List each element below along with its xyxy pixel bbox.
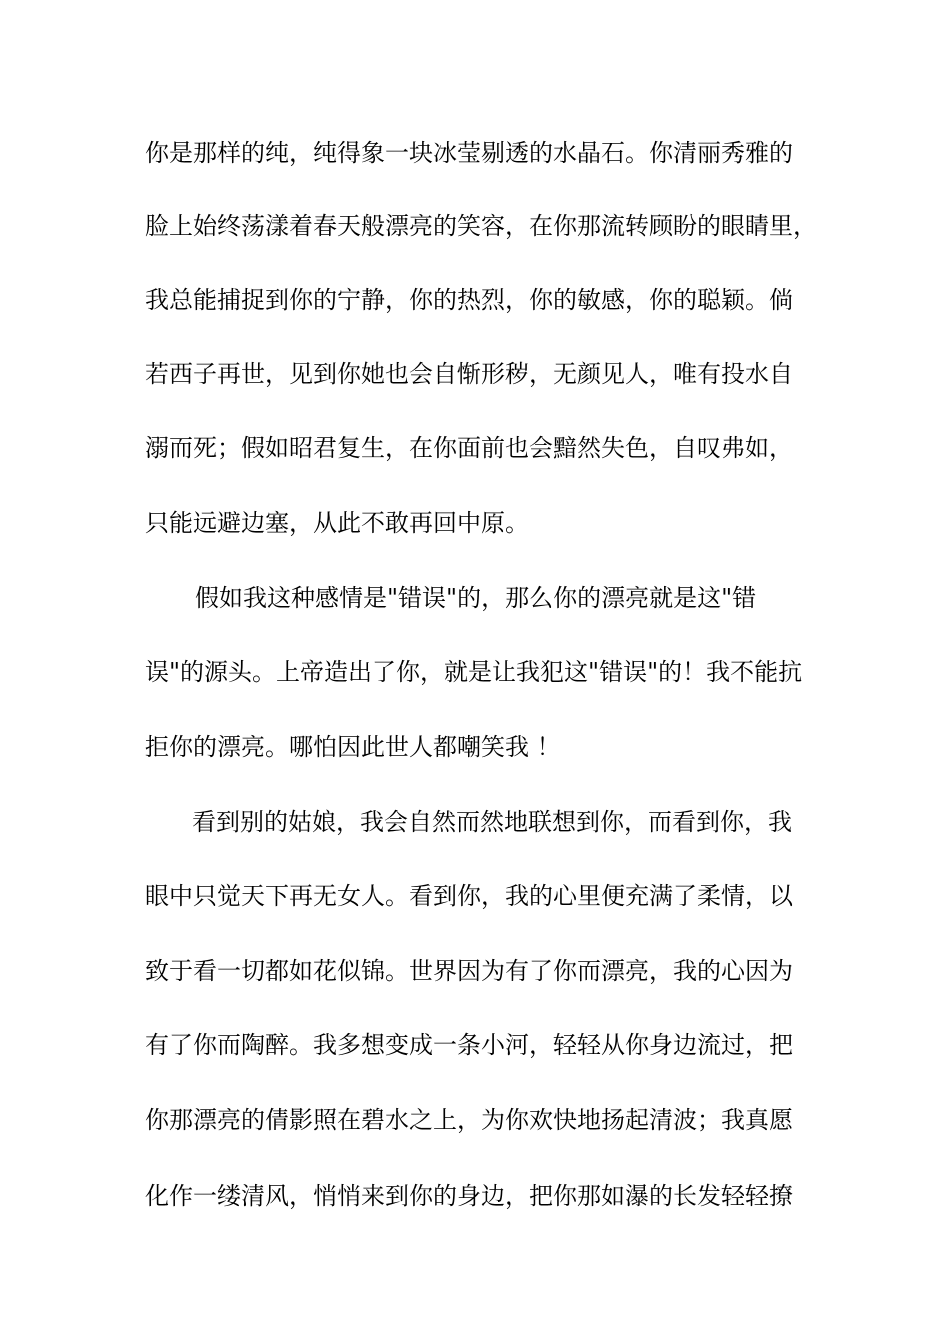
text-line: 看到别的姑娘，我会自然而然地联想到你，而看到你，我 — [192, 808, 792, 836]
text-line: 有了你而陶醉。我多想变成一条小河，轻轻从你身边流过，把 — [145, 1031, 793, 1059]
text-line: 脸上始终荡漾着春天般漂亮的笑容，在你那流转顾盼的眼睛里， — [145, 212, 817, 240]
text-line: 溺而死；假如昭君复生，在你面前也会黯然失色，自叹弗如， — [145, 434, 793, 462]
text-line: 拒你的漂亮。哪怕因此世人都嘲笑我 ！ — [145, 733, 561, 761]
text-line: 眼中只觉天下再无女人。看到你，我的心里便充满了柔情，以 — [145, 882, 793, 910]
text-line: 只能远避边塞，从此不敢再回中原。 — [145, 509, 529, 537]
text-line: 你那漂亮的倩影照在碧水之上，为你欢快地扬起清波；我真愿 — [145, 1106, 793, 1134]
text-line: 化作一缕清风，悄悄来到你的身边，把你那如瀑的长发轻轻撩 — [145, 1182, 793, 1210]
text-line: 我总能捕捉到你的宁静，你的热烈，你的敏感，你的聪颖。倘 — [145, 286, 793, 314]
text-line: 你是那样的纯，纯得象一块冰莹剔透的水晶石。你清丽秀雅的 — [145, 139, 793, 167]
text-line: 假如我这种感情是"错误"的，那么你的漂亮就是这"错 — [195, 584, 757, 612]
text-line: 若西子再世，见到你她也会自惭形秽，无颜见人，唯有投水自 — [145, 360, 793, 388]
text-line: 误"的源头。上帝造出了你，就是让我犯这"错误"的！我不能抗 — [145, 658, 803, 686]
text-line: 致于看一切都如花似锦。世界因为有了你而漂亮，我的心因为 — [145, 957, 793, 985]
